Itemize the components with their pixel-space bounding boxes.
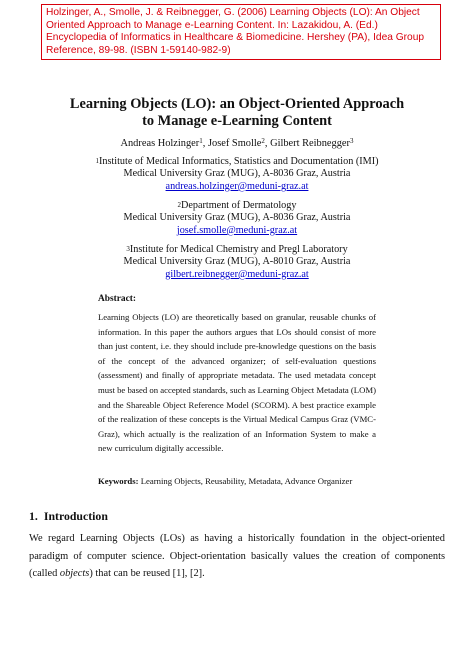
affiliation-1 (0, 156, 474, 193)
author-sup: 1 (199, 137, 203, 145)
affiliation-sup: 2 (177, 201, 182, 209)
title-line-2: to Manage e-Learning Content (142, 113, 332, 129)
email-link[interactable]: gilbert.reibnegger@meduni-graz.at (165, 268, 309, 280)
section-title: Introduction (43, 509, 108, 523)
intro-text-end: ) that can be reused [1], [2]. (89, 568, 205, 580)
affiliation-address: Medical University Graz (MUG), A-8036 Graz, Austria (123, 212, 351, 224)
author-name: Josef Smolle (207, 138, 262, 149)
section-number: 1. (29, 509, 38, 523)
affiliation-line (0, 200, 474, 212)
affiliation-3 (0, 244, 474, 281)
author-sup: 3 (350, 137, 354, 145)
intro-text: We regard Learning Objects (LOs) as having a historically foundation in the object-oriented paradigm of computer science. Object-orientation basically values the creation of components (called (29, 533, 445, 580)
affiliation-2 (0, 200, 474, 237)
affiliation-address: Medical University Graz (MUG), A-8010 Graz, Austria (123, 256, 351, 268)
email-link[interactable]: josef.smolle@meduni-graz.at (176, 224, 298, 236)
author-sup: 2 (261, 137, 265, 145)
intro-paragraph (29, 530, 445, 583)
affiliation-institute: Institute of Medical Informatics, Statistics and Documentation (IMI) (98, 156, 379, 167)
author-name: Gilbert Reibnegger (270, 138, 351, 149)
paper-title (0, 96, 474, 130)
title-line-1: Learning Objects (LO): an Object-Oriented Approach (69, 96, 405, 112)
email-link[interactable]: andreas.holzinger@meduni-graz.at (165, 180, 309, 192)
keywords-text: Learning Objects, Reusability, Metadata, Advance Organizer (140, 476, 353, 486)
affiliation-line (0, 244, 474, 256)
affiliation-institute: Institute for Medical Chemistry and Pregl Laboratory (129, 244, 348, 255)
keywords (98, 476, 388, 486)
section-heading (29, 509, 108, 524)
keywords-label: Keywords: (98, 476, 139, 486)
affiliation-sup: 1 (95, 157, 99, 165)
abstract-heading: Abstract: (98, 294, 137, 304)
citation-box: Holzinger, A., Smolle, J. & Reibnegger, G. (2006) Learning Objects (LO): An Object Oriented Approach to Manage e-Learning Content. In: Lazakidou, A. (Ed.) Encyclopedia of Informatics in Healthcare & Biomedicine. Hershey (PA), Idea Group Reference, 89-98. (ISBN 1-59140-982-9) (41, 4, 441, 60)
author-name: Andreas Holzinger (120, 138, 200, 149)
intro-italic: objects (59, 568, 90, 580)
affiliation-institute: Department of Dermatology (181, 200, 297, 211)
author-list: Andreas Holzinger$^1$, Josef Smolle$^2$, Gilbert Reibnegger$^3$ (120, 137, 354, 149)
affiliation-sup: 3 (126, 245, 130, 253)
affiliation-address: Medical University Graz (MUG), A-8036 Graz, Austria (123, 168, 351, 180)
abstract-text: Learning Objects (LO) are theoretically based on granular, reusable chunks of information. In this paper the authors argues that LOs should consist of more than just content, i.e. they should include pre-knowledge questions on the basis of the concept of the advanced organizer; of self-evaluation questions (assessment) and finally of appropriate metadata. The used metadata concept must be based on accepted standards, such as Learning Object Metadata (LOM) and the Shareable Object Reference Model (SCORM). A best practice example of the realization of these concepts is the Virtual Medical Campus Graz (VMC-Graz), which actually is the realization of an Information System to make a new curriculum digitally accessible. (98, 312, 376, 454)
affiliation-line (0, 156, 474, 168)
